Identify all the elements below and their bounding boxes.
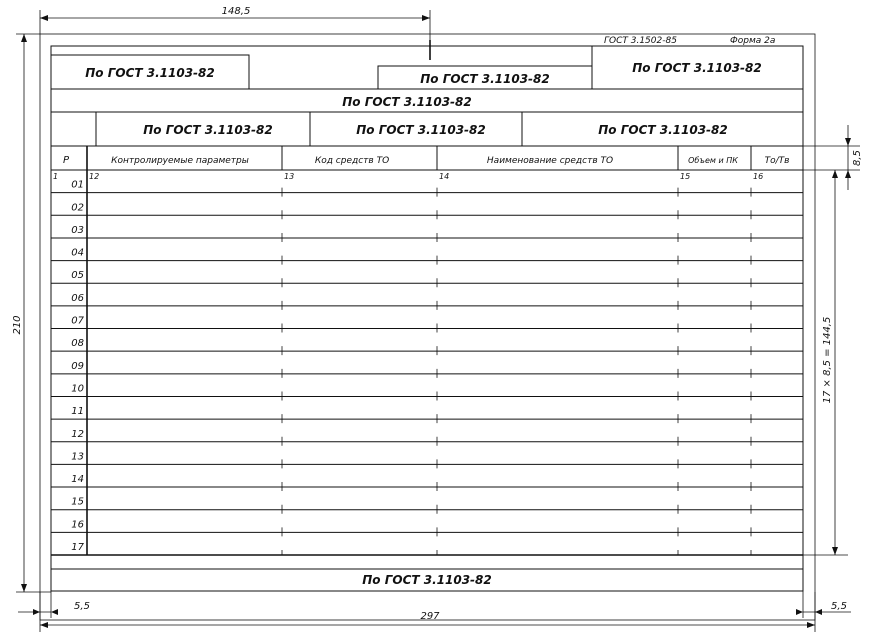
row-label: 01 <box>71 179 84 191</box>
row-label: 08 <box>71 338 84 350</box>
col-num-14: 14 <box>439 172 450 181</box>
row-label: 15 <box>71 496 84 508</box>
dim-rows-total-label: 17 × 8,5 = 144,5 <box>822 316 833 404</box>
row-label: 09 <box>71 360 84 372</box>
row-label: 02 <box>71 202 84 214</box>
row-label: 13 <box>71 451 84 463</box>
row-label: 10 <box>71 383 84 395</box>
col-header-params: Контролируемые параметры <box>111 156 249 166</box>
form-name: Форма 2а <box>730 36 776 46</box>
dim-row-height-label: 8,5 <box>852 150 863 166</box>
header-block-right-text: По ГОСТ 3.1103-82 <box>632 61 762 75</box>
table-rows <box>51 180 803 555</box>
col-header-time: То/Тв <box>764 156 790 166</box>
col-num-15: 15 <box>680 172 691 181</box>
footer-text: По ГОСТ 3.1103-82 <box>362 573 492 587</box>
header-block-mid-text: По ГОСТ 3.1103-82 <box>420 72 550 86</box>
row-label: 06 <box>71 292 84 304</box>
gost-ref: ГОСТ 3.1502-85 <box>604 36 677 46</box>
dim-height-label: 210 <box>12 315 23 335</box>
header-cell-b-text: По ГОСТ 3.1103-82 <box>356 123 486 137</box>
dim-left-margin-label: 5,5 <box>74 601 90 612</box>
col-num-16: 16 <box>753 172 764 181</box>
dim-top-width-label: 148,5 <box>221 6 251 17</box>
row-label: 12 <box>71 428 84 440</box>
row-label: 03 <box>71 224 84 236</box>
row-label: 16 <box>71 519 84 531</box>
col-num-1: 1 <box>53 172 59 181</box>
dim-total-width-label: 297 <box>420 611 440 622</box>
header-block-left-text: По ГОСТ 3.1103-82 <box>85 66 215 80</box>
row-label: 14 <box>71 474 84 486</box>
row-label: 11 <box>71 406 84 418</box>
row-label: 17 <box>71 542 84 553</box>
col-header-code: Код средств ТО <box>314 156 390 166</box>
col-header-name: Наименование средств ТО <box>486 156 614 166</box>
col-header-volume: Объем и ПК <box>688 156 738 165</box>
row-label: 05 <box>71 270 84 282</box>
header-cell-c-text: По ГОСТ 3.1103-82 <box>598 123 728 137</box>
header-full-row-text: По ГОСТ 3.1103-82 <box>342 95 472 109</box>
row-label: 04 <box>71 247 84 259</box>
col-header-p: Р <box>62 155 70 166</box>
dim-right-margin-label: 5,5 <box>831 601 847 612</box>
col-num-13: 13 <box>284 172 295 181</box>
row-label: 07 <box>71 315 84 327</box>
col-num-12: 12 <box>89 172 100 181</box>
header-cell-a-text: По ГОСТ 3.1103-82 <box>143 123 273 137</box>
